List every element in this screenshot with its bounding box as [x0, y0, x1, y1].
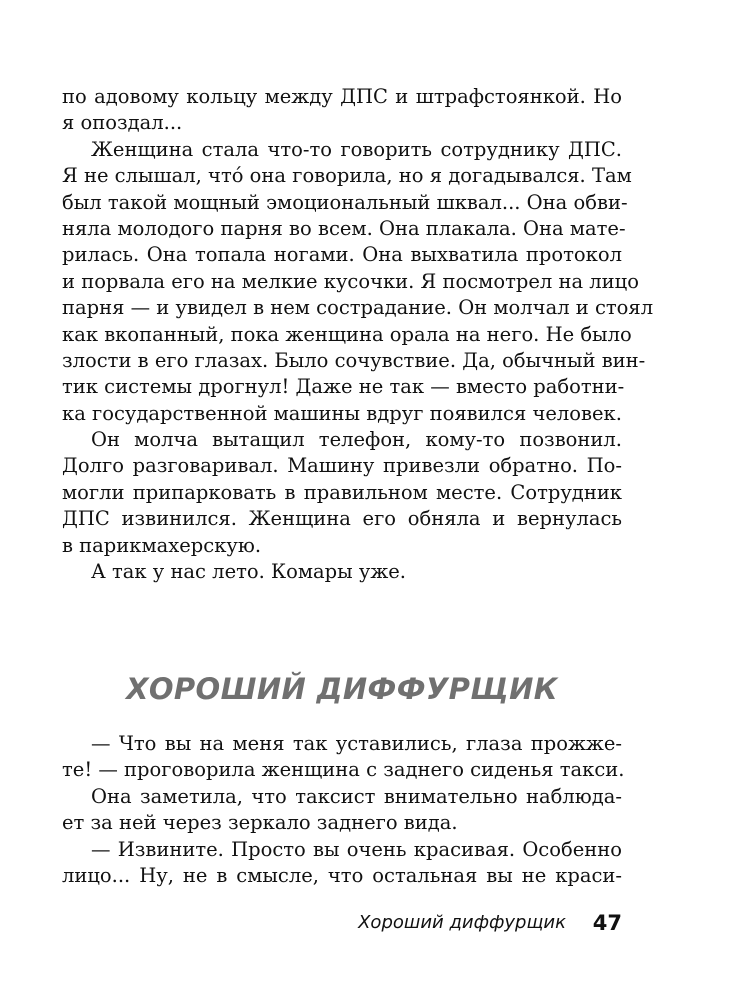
text-line: А так у нас лето. Комары уже.: [91, 560, 407, 584]
text-line: злости в его глазах. Было сочувствие. Да, обычный вин-: [62, 348, 646, 372]
text-line: ка государственной машины вдруг появился человек.: [62, 401, 622, 425]
text-line: — Извините. Просто вы очень красивая. Особенно: [91, 837, 622, 861]
text-line: парня — и увидел в нем сострадание. Он молчал и стоял: [62, 296, 654, 320]
paragraph: [62, 837, 622, 890]
text-line: тик системы дрогнул! Даже не так — вместо работни-: [62, 375, 625, 399]
text-line: няла молодого парня во всем. Она плакала. Она мате-: [62, 216, 626, 240]
text-line: ДПС извинился. Женщина его обняла и вернулась: [62, 507, 622, 531]
text-line: Я не слышал, чтó она говорила, но я догадывался. Там: [62, 164, 632, 188]
paragraph: [62, 731, 625, 784]
text-line: был такой мощный эмоциональный шквал... Она обви-: [62, 190, 628, 214]
text-line: и порвала его на мелкие кусочки. Я посмотрел на лицо: [62, 269, 639, 293]
text-line: Женщина стала что-то говорить сотруднику ДПС.: [91, 137, 622, 161]
paragraph: [62, 137, 654, 427]
chapter-title: ХОРОШИЙ ДИФФУРЩИК: [126, 672, 558, 706]
text-line: как вкопанный, пока женщина орала на него. Не было: [62, 322, 632, 346]
text-line: в парикмахерскую.: [62, 533, 262, 557]
paragraph: [62, 427, 622, 559]
text-line: Он молча вытащил телефон, кому-то позвонил.: [91, 428, 622, 452]
text-line: те! — проговорила женщина с заднего сиденья такси.: [62, 758, 625, 782]
text-line: Долго разговаривал. Машину привезли обратно. По-: [62, 454, 622, 478]
page-footer: [62, 908, 622, 938]
running-title: Хороший диффурщик: [358, 912, 566, 933]
text-line: по адовому кольцу между ДПС и штрафстоянкой. Но: [62, 85, 622, 108]
text-line: рилась. Она топала ногами. Она выхватила протокол: [62, 243, 622, 267]
paragraph: [62, 784, 622, 837]
text-line: ет за ней через зеркало заднего вида.: [62, 811, 458, 835]
paragraph: [62, 559, 622, 585]
text-line: — Что вы на меня так уставились, глаза прожже-: [91, 732, 622, 755]
text-line: я опоздал...: [62, 111, 183, 135]
text-line: лицо... Ну, не в смысле, что остальная вы не краси-: [62, 863, 622, 887]
body-text-section-2: [62, 731, 625, 889]
page-number: 47: [592, 911, 622, 935]
text-line: Она заметила, что таксист внимательно наблюда-: [91, 784, 622, 808]
text-line: могли припарковать в правильном месте. Сотрудник: [62, 480, 622, 504]
body-text-section-1: [62, 84, 654, 585]
paragraph: [62, 84, 622, 137]
